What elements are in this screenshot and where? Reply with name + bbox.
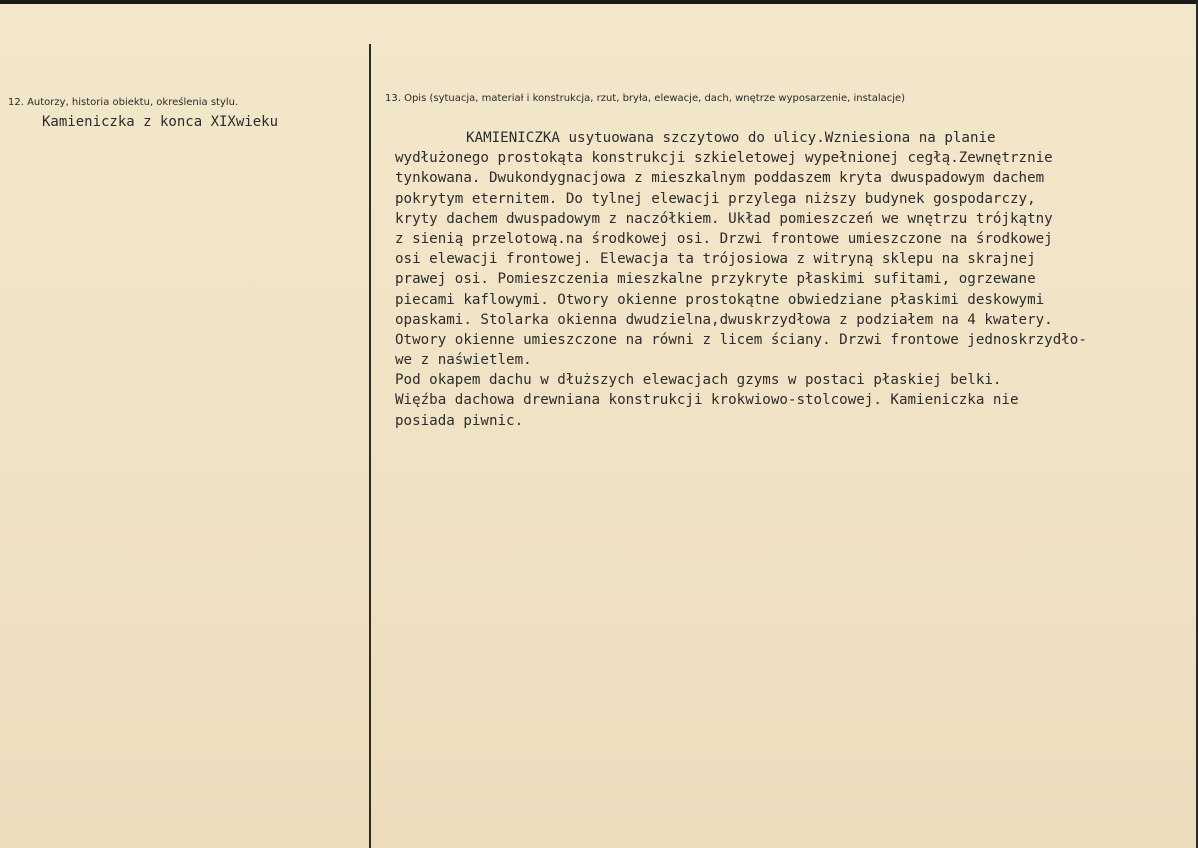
description-line: Otwory okienne umieszczone na równi z licem ściany. Drzwi frontowe jednoskrzydło- bbox=[395, 331, 1087, 348]
description-line: Pod okapem dachu w dłuższych elewacjach gzyms w postaci płaskiej belki. bbox=[395, 372, 1002, 389]
description-line: pokrytym eternitem. Do tylnej elewacji przylega niższy budynek gospodarczy, bbox=[395, 190, 1036, 207]
description-line: opaskami. Stolarka okienna dwudzielna,dwuskrzydłowa z podziałem na 4 kwatery. bbox=[395, 311, 1053, 328]
description-line: KAMIENICZKA usytuowana szczytowo do ulicy.Wzniesiona na planie bbox=[466, 130, 996, 146]
description-line: we z naświetlem. bbox=[395, 352, 532, 369]
description-line: kryty dachem dwuspadowym z naczółkiem. Układ pomieszczeń we wnętrzu trójkątny bbox=[395, 210, 1053, 227]
column-divider bbox=[369, 44, 371, 848]
description-line: wydłużonego prostokąta konstrukcji szkieletowej wypełnionej cegłą.Zewnętrznie bbox=[395, 150, 1053, 167]
description-text bbox=[395, 128, 1195, 431]
field-12-value: Kamieniczka z konca XIXwieku bbox=[42, 114, 279, 130]
field-12-label: 12. Autorzy, historia obiektu, określenia stylu. bbox=[8, 97, 239, 108]
field-13-label: 13. Opis (sytuacja, materiał i konstrukcja, rzut, bryła, elewacje, dach, wnętrze wyposarzenie, instalacje) bbox=[385, 93, 906, 104]
description-line: tynkowana. Dwukondygnacjowa z mieszkalnym poddaszem kryta dwuspadowym dachem bbox=[395, 170, 1045, 187]
description-line: Więźba dachowa drewniana konstrukcji krokwiowo-stolcowej. Kamieniczka nie bbox=[395, 392, 1019, 409]
description-line: posiada piwnic. bbox=[395, 412, 524, 429]
description-line: osi elewacji frontowej. Elewacja ta trójosiowa z witryną sklepu na skrajnej bbox=[395, 251, 1036, 268]
description-line: z sienią przelotową.na środkowej osi. Drzwi frontowe umieszczone na środkowej bbox=[395, 230, 1053, 247]
description-line: prawej osi. Pomieszczenia mieszkalne przykryte płaskimi sufitami, ogrzewane bbox=[395, 271, 1036, 288]
description-line: piecami kaflowymi. Otwory okienne prostokątne obwiedziane płaskimi deskowymi bbox=[395, 291, 1045, 308]
